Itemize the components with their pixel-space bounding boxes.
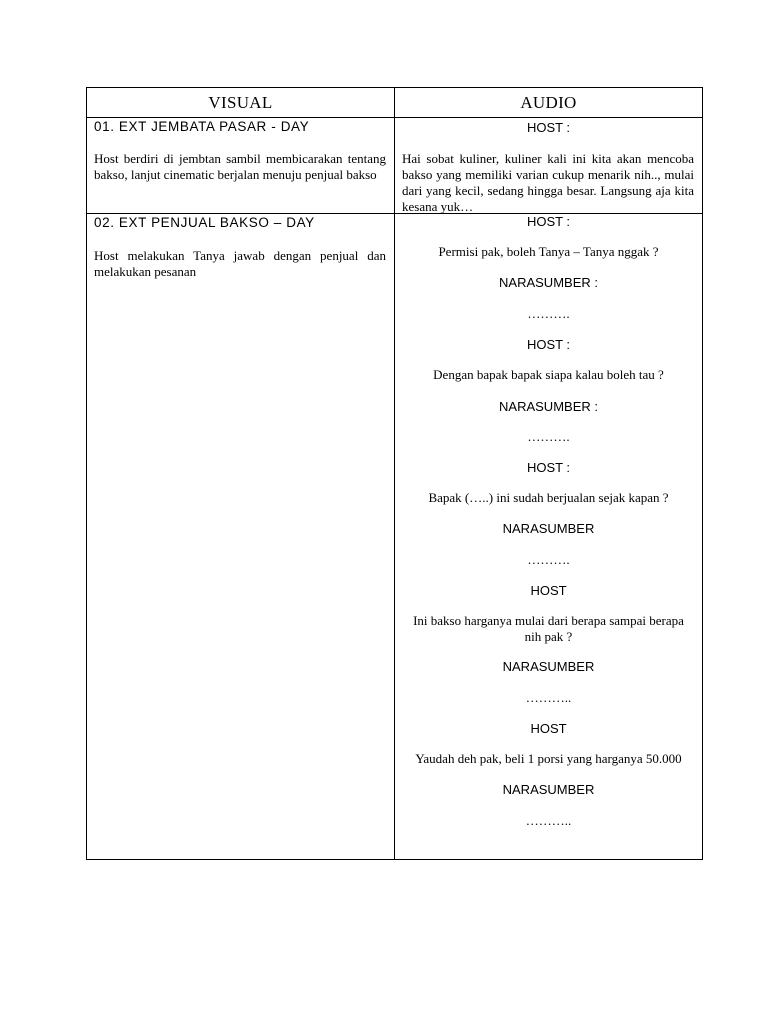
dialogue-line-15: NARASUMBER	[502, 659, 595, 674]
scene-1-audio-cell	[394, 117, 703, 214]
scene-1-title: 01. EXT JEMBATA PASAR - DAY	[94, 119, 310, 134]
scene-1-audio-speaker: HOST :	[526, 120, 571, 135]
dialogue-line-18: Yaudah deh pak, beli 1 porsi yang harganya 50.000	[415, 751, 682, 766]
audio-header-cell	[394, 87, 703, 118]
scene-1-visual-cell	[86, 117, 395, 214]
dialogue-line-7: NARASUMBER :	[499, 399, 598, 414]
dialogue-line-2: Permisi pak, boleh Tanya – Tanya nggak ?	[438, 244, 659, 259]
dialogue-line-4: ……….	[527, 306, 570, 321]
dialogue-line-14: Ini bakso harganya mulai dari berapa sampai berapa nih pak ?	[413, 613, 684, 644]
dialogue-line-17: HOST	[530, 721, 567, 736]
dialogue-line-12: ……….	[527, 552, 570, 567]
dialogue-line-20: ………..	[525, 813, 572, 828]
dialogue-line-11: NARASUMBER	[502, 521, 595, 536]
dialogue-line-13: HOST	[530, 583, 567, 598]
scene-2-visual-cell	[86, 213, 395, 860]
scene-2-visual-description: Host melakukan Tanya jawab dengan penjual dan melakukan pesanan	[94, 248, 386, 279]
visual-header: VISUAL	[208, 92, 273, 112]
dialogue-line-10: Bapak (…..) ini sudah berjualan sejak kapan ?	[428, 490, 669, 505]
dialogue-line-5: HOST :	[526, 337, 571, 352]
dialogue-line-8: ……….	[527, 429, 570, 444]
scene-1-audio-text: Hai sobat kuliner, kuliner kali ini kita akan mencoba bakso yang memiliki varian cukup menarik nih.., mulai dari yang kecil, sedang hingga besar. Langsung aja kita kesana yuk…	[402, 151, 694, 214]
audio-header: AUDIO	[520, 92, 577, 112]
scene-2-audio-cell	[394, 213, 703, 860]
scene-1-visual-description: Host berdiri di jembtan sambil membicarakan tentang bakso, lanjut cinematic berjalan menuju penjual bakso	[94, 151, 386, 182]
dialogue-line-9: HOST :	[526, 460, 571, 475]
dialogue-line-3: NARASUMBER :	[499, 275, 598, 290]
dialogue-line-1: HOST :	[526, 214, 571, 229]
dialogue-line-16: ………..	[525, 690, 572, 705]
scene-2-title: 02. EXT PENJUAL BAKSO – DAY	[94, 215, 315, 230]
visual-header-cell	[86, 87, 395, 118]
dialogue-line-6: Dengan bapak bapak siapa kalau boleh tau ?	[433, 367, 664, 382]
dialogue-line-19: NARASUMBER	[502, 782, 595, 797]
